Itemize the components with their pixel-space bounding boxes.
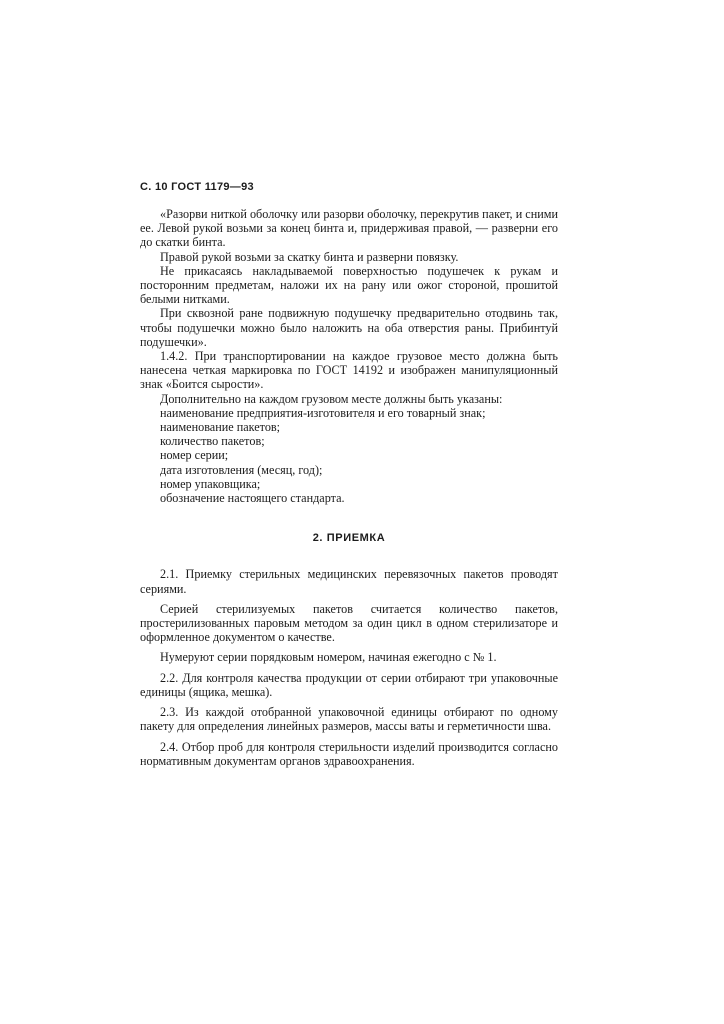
document-body (140, 207, 558, 768)
paragraph-instructions: Правой рукой возьми за скатку бинта и разверни повязку. (160, 249, 459, 264)
paragraph-1-4-2: 1.4.2. При транспортировании на каждое грузовое место должна быть нанесена четкая маркировка по ГОСТ 14192 и изображен манипуляционный знак «Боится сырости». (140, 349, 558, 392)
list-item: обозначение настоящего стандарта. (160, 491, 345, 506)
section-title: 2. ПРИЕМКА (312, 532, 386, 545)
paragraph-2-4: 2.4. Отбор проб для контроля стерильности изделий производится согласно нормативным документам органов здравоохранения. (140, 739, 558, 768)
paragraph-2-1: 2.1. Приемку стерильных медицинских перевязочных пакетов проводят сериями. (140, 567, 558, 596)
list-item: номер серии; (160, 448, 229, 463)
list-item: номер упаковщика; (160, 476, 261, 491)
paragraph-2-3: 2.3. Из каждой отобранной упаковочной единицы отбирают по одному пакету для определения линейных размеров, массы ваты и герметичности шва. (140, 705, 558, 734)
list-item: наименование предприятия-изготовителя и его товарный знак; (160, 405, 486, 420)
paragraph-numbering: Нумеруют серии порядковым номером, начиная ежегодно с № 1. (160, 650, 497, 665)
list-item: дата изготовления (месяц, год); (160, 462, 323, 477)
paragraph-marking-intro: Дополнительно на каждом грузовом месте должны быть указаны: (160, 391, 503, 406)
paragraph-instructions: При сквозной ране подвижную подушечку предварительно отодвинь так, чтобы подушечки можно было наложить на оба отверстия раны. Прибинтуй подушечки». (140, 306, 558, 349)
running-head: С. 10 ГОСТ 1179—93 (140, 181, 254, 193)
paragraph-series: Серией стерилизуемых пакетов считается количество пакетов, простерилизованных паровым методом за один цикл в одном стерилизаторе и оформленное документом о качестве. (140, 601, 558, 645)
list-item: наименование пакетов; (160, 420, 281, 435)
paragraph-2-2: 2.2. Для контроля качества продукции от серии отбирают три упаковочные единицы (ящика, мешка). (140, 670, 558, 699)
paragraph-instructions: Не прикасаясь накладываемой поверхностью подушечек к рукам и посторонним предметам, наложи их на рану или ожог стороной, прошитой белыми нитками. (140, 263, 558, 307)
list-item: количество пакетов; (160, 434, 265, 449)
paragraph-instructions: «Разорви ниткой оболочку или разорви оболочку, перекрутив пакет, и сними ее. Левой рукой возьми за конец бинта и, придерживая правой, — разверни его до скатки бинта. (140, 207, 558, 250)
